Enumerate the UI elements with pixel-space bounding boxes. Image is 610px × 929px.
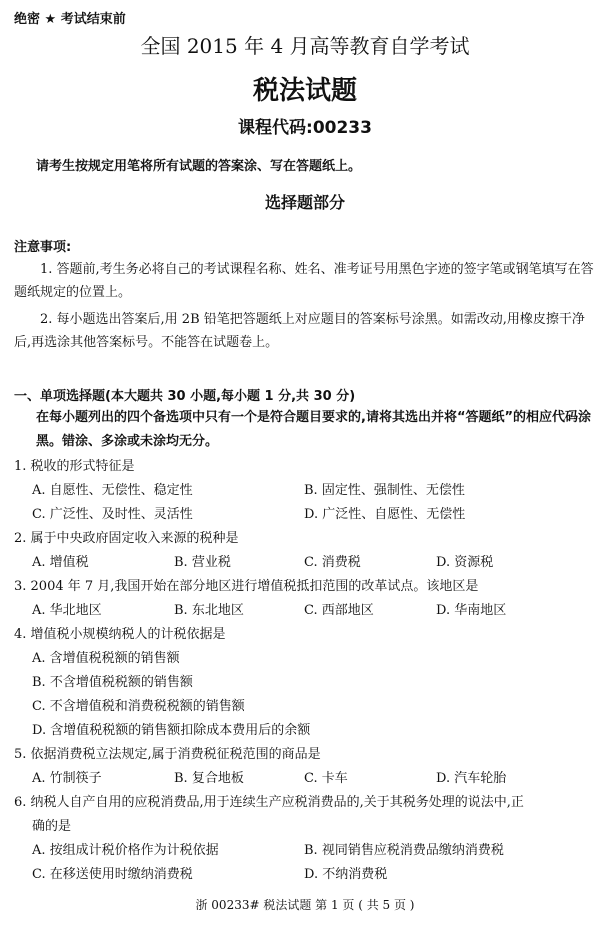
option-row: [14, 695, 596, 719]
answer-option: A. 竹制筷子: [32, 771, 102, 786]
question-stem-text: 6. 纳税人自产自用的应税消费品,用于连续生产应税消费品的,关于其税务处理的说法中,正: [14, 795, 524, 810]
answer-option: D. 资源税: [436, 555, 494, 570]
option-row: [14, 719, 596, 743]
option-row: [14, 767, 596, 791]
part-description: 在每小题列出的四个备选项中只有一个是符合题目要求的,请将其选出并将“答题纸”的相应代码涂黑。错涂、多涂或未涂均无分。: [36, 410, 592, 449]
answer-option: B. 固定性、强制性、无偿性: [304, 483, 465, 498]
answer-option: B. 不含增值税税额的销售额: [32, 675, 193, 690]
question-stem-text: 4. 增值税小规模纳税人的计税依据是: [14, 627, 226, 642]
answer-option: C. 西部地区: [304, 603, 374, 618]
question-list: [14, 455, 596, 887]
notice-item-text: 1. 答题前,考生务必将自己的考试课程名称、姓名、准考证号用黑色字迹的签字笔或钢笔填写在答题纸规定的位置上。: [14, 262, 594, 300]
answer-option: B. 视同销售应税消费品缴纳消费税: [304, 843, 504, 858]
answer-instruction: 请考生按规定用笔将所有试题的答案涂、写在答题纸上。: [36, 159, 362, 174]
section-heading: 选择题部分: [264, 193, 345, 212]
answer-option: D. 汽车轮胎: [436, 771, 507, 786]
question-stem: [14, 527, 596, 551]
question-stem: [14, 575, 596, 599]
answer-option: D. 华南地区: [436, 603, 507, 618]
answer-option: A. 增值税: [32, 555, 89, 570]
question-stem-text: 5. 依据消费税立法规定,属于消费税征税范围的商品是: [14, 747, 321, 762]
course-code: 课程代码:00233: [238, 118, 372, 138]
notice-item: [14, 258, 596, 304]
option-row: [14, 863, 596, 887]
answer-option: D. 不纳消费税: [304, 867, 388, 882]
answer-option: C. 消费税: [304, 555, 361, 570]
answer-option: A. 按组成计税价格作为计税依据: [32, 843, 219, 858]
answer-option: C. 卡车: [304, 771, 348, 786]
answer-option: B. 营业税: [174, 555, 231, 570]
question-stem: [14, 791, 596, 839]
answer-option: B. 复合地板: [174, 771, 244, 786]
question-stem-continuation: 确的是: [32, 819, 72, 834]
question-stem: [14, 455, 596, 479]
part-title: 一、单项选择题(本大题共 30 小题,每小题 1 分,共 30 分): [14, 389, 356, 404]
secret-label: 绝密 ★ 考试结束前: [14, 12, 126, 27]
answer-option: A. 自愿性、无偿性、稳定性: [32, 483, 193, 498]
option-row: [14, 551, 596, 575]
option-row: [14, 671, 596, 695]
question-stem-text: 3. 2004 年 7 月,我国开始在部分地区进行增值税抵扣范围的改革试点。该地区是: [14, 579, 479, 594]
option-row: [14, 479, 596, 503]
page-footer: 浙 00233# 税法试题 第 1 页 ( 共 5 页 ): [195, 898, 415, 912]
answer-option: C. 不含增值税和消费税税额的销售额: [32, 699, 245, 714]
question-stem-text: 2. 属于中央政府固定收入来源的税种是: [14, 531, 239, 546]
option-row: [14, 599, 596, 623]
answer-option: A. 华北地区: [32, 603, 102, 618]
answer-option: C. 广泛性、及时性、灵活性: [32, 507, 193, 522]
option-row: [14, 647, 596, 671]
question-stem: [14, 743, 596, 767]
question-stem: [14, 623, 596, 647]
answer-option: B. 东北地区: [174, 603, 244, 618]
notice-item: [14, 308, 596, 354]
answer-option: D. 广泛性、自愿性、无偿性: [304, 507, 466, 522]
option-row: [14, 503, 596, 527]
notice-title: 注意事项:: [14, 240, 72, 255]
subject-title: 税法试题: [252, 76, 357, 106]
answer-option: A. 含增值税税额的销售额: [32, 651, 180, 666]
question-stem-text: 1. 税收的形式特征是: [14, 459, 135, 474]
answer-option: C. 在移送使用时缴纳消费税: [32, 867, 193, 882]
exam-title: 全国 2015 年 4 月高等教育自学考试: [140, 34, 470, 58]
notice-item-text: 2. 每小题选出答案后,用 2B 铅笔把答题纸上对应题目的答案标号涂黑。如需改动,用橡皮擦干净后,再选涂其他答案标号。不能答在试题卷上。: [14, 312, 585, 350]
answer-option: D. 含增值税税额的销售额扣除成本费用后的余额: [32, 723, 311, 738]
option-row: [14, 839, 596, 863]
